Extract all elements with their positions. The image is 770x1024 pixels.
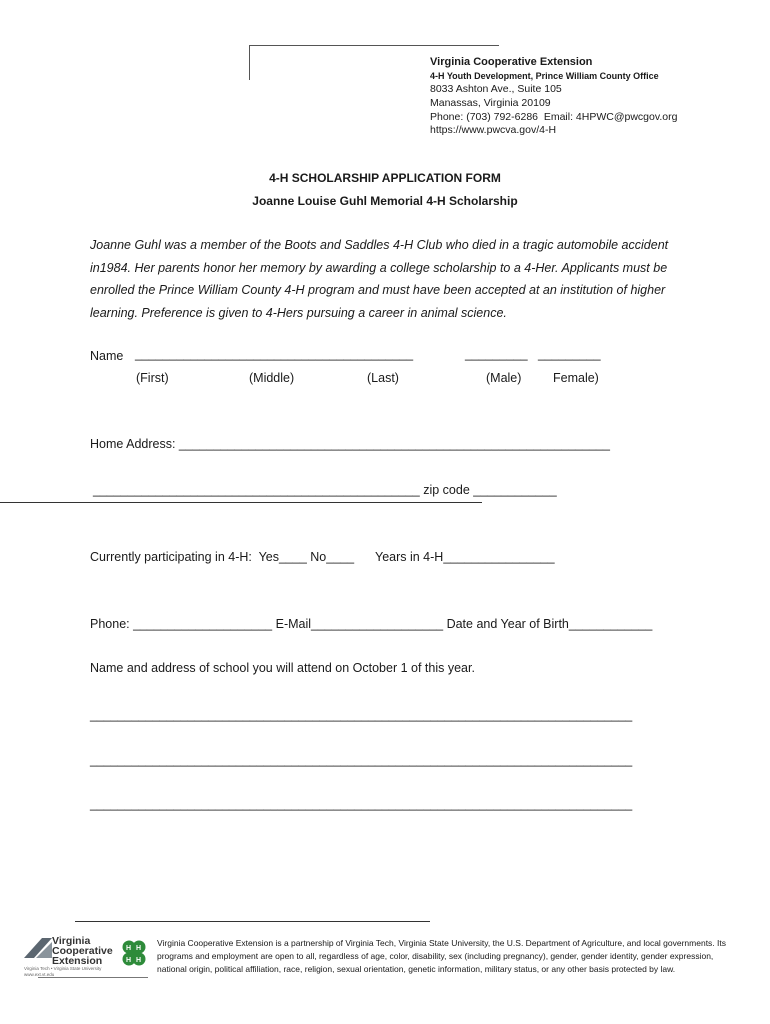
name-field[interactable]: ________________________________________: [135, 347, 414, 361]
footer-disclaimer: Virginia Cooperative Extension is a partnership of Virginia Tech, Virginia State University, the U.S. Department of Agriculture, and local governments. Its programs and employment are open to all, regardless of age, color, disability, sex (including pregnancy), gender, gender identity, gender expression, national origin, political affiliation, race, religion, sexual orientation, genetic information, military status, or any other basis protected by law.: [157, 938, 727, 974]
last-caption: (Last): [367, 371, 399, 385]
name-label: Name: [90, 349, 124, 363]
office-website[interactable]: https://www.pwcva.gov/4-H: [430, 124, 557, 136]
school-line-2[interactable]: ______________________________________________________________________________: [90, 753, 633, 767]
participation-field[interactable]: Currently participating in 4-H: Yes____ No____: [90, 550, 355, 564]
intro-paragraph: Joanne Guhl was a member of the Boots and Saddles 4-H Club who died in a tragic automobile accident in1984. Her parents honor her memory by awarding a college scholarship to a 4-Her. Applicants must be enrolled the Prince William County 4-H program and must have been accepted at an institution of higher learning. Preference is given to 4-Hers pursuing a career in animal science.: [90, 238, 669, 320]
logo-word-2: Cooperative: [52, 945, 113, 957]
logo-word-3: Extension: [52, 955, 103, 967]
school-line-3[interactable]: ______________________________________________________________________________: [90, 797, 633, 811]
4h-clover-icon: [117, 937, 151, 971]
office-city: Manassas, Virginia 20109: [430, 97, 551, 109]
office-name: 4-H Youth Development, Prince William County Office: [430, 71, 659, 81]
form-subtitle: Joanne Louise Guhl Memorial 4-H Scholarship: [252, 194, 518, 208]
footer-rule: [75, 921, 430, 922]
school-prompt: Name and address of school you will attend on October 1 of this year.: [90, 661, 475, 675]
male-caption: (Male): [486, 371, 522, 385]
svg-text:H: H: [126, 957, 132, 964]
school-line-1[interactable]: ______________________________________________________________________________: [90, 708, 633, 722]
middle-caption: (Middle): [249, 371, 295, 385]
home-address-field[interactable]: Home Address: ______________________________________________________________: [90, 437, 610, 451]
address-underline: [0, 502, 482, 503]
form-title: 4-H SCHOLARSHIP APPLICATION FORM: [269, 171, 501, 185]
logo-word-1: Virginia: [52, 935, 91, 947]
svg-text:H: H: [136, 945, 142, 952]
org-name: Virginia Cooperative Extension: [430, 56, 593, 68]
logo-underline: [38, 977, 148, 978]
phone-email-dob-field[interactable]: Phone: ____________________ E-Mail___________________ Date and Year of Birth____________: [90, 617, 653, 631]
svg-text:H: H: [126, 945, 132, 952]
logo-small-text: Virginia Tech • Virginia State University: [24, 966, 102, 971]
male-field[interactable]: _________: [465, 347, 528, 361]
vce-logo: [22, 936, 132, 978]
years-field[interactable]: Years in 4-H________________: [375, 550, 555, 564]
female-field[interactable]: _________: [538, 347, 601, 361]
svg-text:H: H: [136, 957, 142, 964]
first-caption: (First): [136, 371, 169, 385]
female-caption: Female): [553, 371, 599, 385]
office-contact: Phone: (703) 792-6286 Email: 4HPWC@pwcgov.org: [430, 111, 678, 123]
logo-url: www.ext.vt.edu: [24, 972, 55, 977]
office-street: 8033 Ashton Ave., Suite 105: [430, 83, 562, 95]
address-line-2-field[interactable]: _______________________________________________ zip code ____________: [93, 483, 557, 497]
